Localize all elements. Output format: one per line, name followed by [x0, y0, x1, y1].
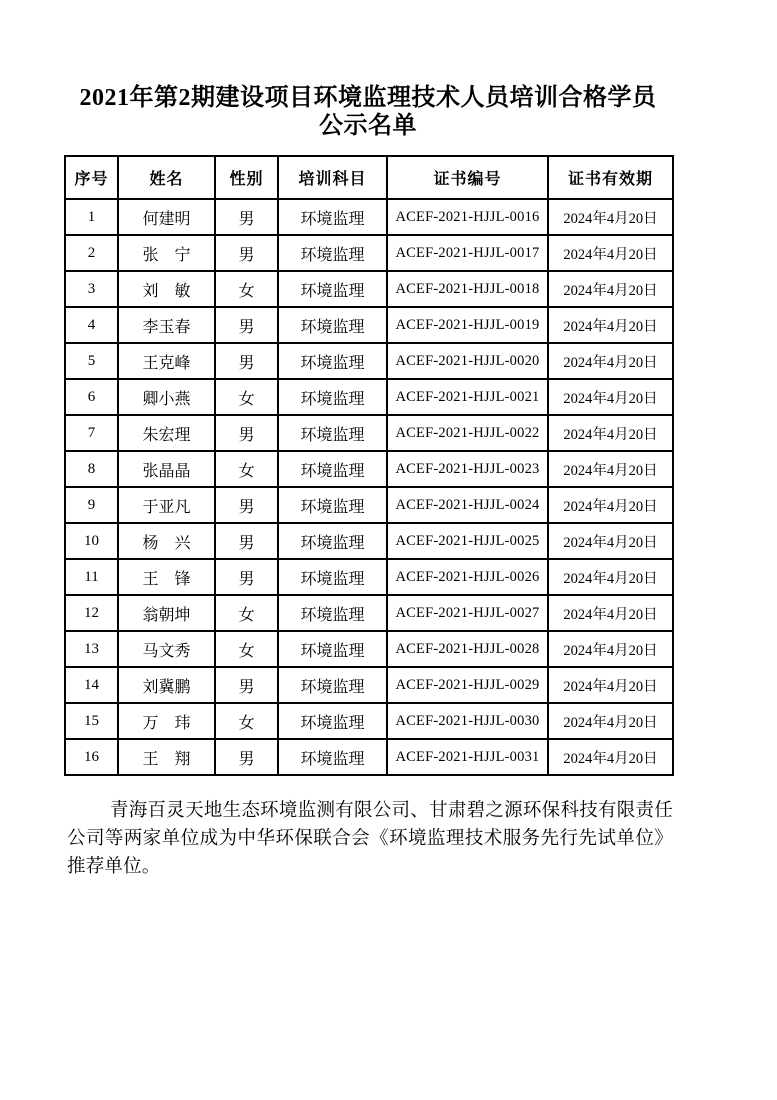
cell-gender: 男 [215, 307, 278, 343]
cell-no: 7 [65, 415, 118, 451]
table-row [65, 307, 673, 343]
table-row [65, 739, 673, 775]
cell-subject: 环境监理 [278, 703, 387, 739]
cell-valid-until: 2024年4月20日 [548, 559, 673, 595]
cell-valid-until: 2024年4月20日 [548, 415, 673, 451]
cell-cert-no: ACEF-2021-HJJL-0027 [387, 595, 548, 631]
trainee-roster-table [64, 155, 674, 776]
table-row [65, 703, 673, 739]
table-row [65, 487, 673, 523]
table-row [65, 271, 673, 307]
cell-no: 12 [65, 595, 118, 631]
page-title-line2: 公示名单 [319, 113, 417, 139]
cell-subject: 环境监理 [278, 379, 387, 415]
cell-valid-until: 2024年4月20日 [548, 631, 673, 667]
cell-gender: 男 [215, 487, 278, 523]
cell-gender: 男 [215, 739, 278, 775]
cell-subject: 环境监理 [278, 199, 387, 235]
table-row [65, 595, 673, 631]
cell-name: 王克峰 [118, 343, 215, 379]
page-title [64, 84, 672, 140]
cell-gender: 女 [215, 379, 278, 415]
cell-name: 王 锋 [118, 559, 215, 595]
cell-gender: 男 [215, 343, 278, 379]
cell-valid-until: 2024年4月20日 [548, 523, 673, 559]
cell-cert-no: ACEF-2021-HJJL-0024 [387, 487, 548, 523]
cell-gender: 男 [215, 523, 278, 559]
cell-no: 15 [65, 703, 118, 739]
table-row [65, 343, 673, 379]
header-valid-until: 证书有效期 [548, 156, 673, 199]
cell-gender: 男 [215, 559, 278, 595]
cell-valid-until: 2024年4月20日 [548, 667, 673, 703]
cell-no: 5 [65, 343, 118, 379]
cell-subject: 环境监理 [278, 667, 387, 703]
cell-cert-no: ACEF-2021-HJJL-0018 [387, 271, 548, 307]
header-cert-no: 证书编号 [387, 156, 548, 199]
cell-cert-no: ACEF-2021-HJJL-0021 [387, 379, 548, 415]
cell-valid-until: 2024年4月20日 [548, 271, 673, 307]
header-gender: 性别 [215, 156, 278, 199]
cell-gender: 女 [215, 703, 278, 739]
cell-gender: 男 [215, 415, 278, 451]
cell-name: 张晶晶 [118, 451, 215, 487]
table-row [65, 235, 673, 271]
table-row [65, 379, 673, 415]
cell-valid-until: 2024年4月20日 [548, 343, 673, 379]
cell-no: 8 [65, 451, 118, 487]
cell-cert-no: ACEF-2021-HJJL-0026 [387, 559, 548, 595]
cell-valid-until: 2024年4月20日 [548, 199, 673, 235]
cell-valid-until: 2024年4月20日 [548, 739, 673, 775]
cell-name: 王 翔 [118, 739, 215, 775]
cell-subject: 环境监理 [278, 523, 387, 559]
cell-subject: 环境监理 [278, 559, 387, 595]
cell-cert-no: ACEF-2021-HJJL-0030 [387, 703, 548, 739]
table-header [65, 156, 673, 199]
cell-no: 4 [65, 307, 118, 343]
cell-subject: 环境监理 [278, 451, 387, 487]
cell-name: 刘冀鹏 [118, 667, 215, 703]
cell-name: 刘 敏 [118, 271, 215, 307]
table-body [65, 199, 673, 775]
cell-no: 2 [65, 235, 118, 271]
cell-gender: 男 [215, 235, 278, 271]
cell-valid-until: 2024年4月20日 [548, 235, 673, 271]
footer-note-paragraph: 青海百灵天地生态环境监测有限公司、甘肃碧之源环保科技有限责任公司等两家单位成为中华环保联合会《环境监理技术服务先行先试单位》推荐单位。 [67, 801, 673, 877]
cell-subject: 环境监理 [278, 739, 387, 775]
cell-gender: 女 [215, 595, 278, 631]
cell-valid-until: 2024年4月20日 [548, 379, 673, 415]
cell-subject: 环境监理 [278, 487, 387, 523]
cell-gender: 男 [215, 199, 278, 235]
cell-gender: 男 [215, 667, 278, 703]
cell-subject: 环境监理 [278, 271, 387, 307]
cell-valid-until: 2024年4月20日 [548, 307, 673, 343]
cell-cert-no: ACEF-2021-HJJL-0017 [387, 235, 548, 271]
cell-name: 张 宁 [118, 235, 215, 271]
cell-name: 何建明 [118, 199, 215, 235]
header-name: 姓名 [118, 156, 215, 199]
cell-subject: 环境监理 [278, 307, 387, 343]
cell-name: 万 玮 [118, 703, 215, 739]
cell-name: 杨 兴 [118, 523, 215, 559]
page-title-line1: 2021年第2期建设项目环境监理技术人员培训合格学员 [79, 85, 657, 111]
header-no: 序号 [65, 156, 118, 199]
cell-cert-no: ACEF-2021-HJJL-0029 [387, 667, 548, 703]
cell-no: 13 [65, 631, 118, 667]
cell-name: 于亚凡 [118, 487, 215, 523]
cell-name: 卿小燕 [118, 379, 215, 415]
cell-no: 10 [65, 523, 118, 559]
cell-name: 朱宏理 [118, 415, 215, 451]
table-header-row [65, 156, 673, 199]
cell-cert-no: ACEF-2021-HJJL-0016 [387, 199, 548, 235]
cell-cert-no: ACEF-2021-HJJL-0019 [387, 307, 548, 343]
cell-subject: 环境监理 [278, 631, 387, 667]
cell-valid-until: 2024年4月20日 [548, 451, 673, 487]
cell-subject: 环境监理 [278, 415, 387, 451]
cell-no: 3 [65, 271, 118, 307]
cell-valid-until: 2024年4月20日 [548, 595, 673, 631]
cell-cert-no: ACEF-2021-HJJL-0025 [387, 523, 548, 559]
cell-cert-no: ACEF-2021-HJJL-0028 [387, 631, 548, 667]
cell-gender: 女 [215, 271, 278, 307]
cell-subject: 环境监理 [278, 595, 387, 631]
cell-name: 李玉春 [118, 307, 215, 343]
table-row [65, 199, 673, 235]
table-row [65, 631, 673, 667]
cell-subject: 环境监理 [278, 235, 387, 271]
cell-cert-no: ACEF-2021-HJJL-0022 [387, 415, 548, 451]
table-row [65, 523, 673, 559]
table-row [65, 451, 673, 487]
header-subject: 培训科目 [278, 156, 387, 199]
cell-cert-no: ACEF-2021-HJJL-0031 [387, 739, 548, 775]
cell-valid-until: 2024年4月20日 [548, 487, 673, 523]
cell-subject: 环境监理 [278, 343, 387, 379]
cell-name: 翁朝坤 [118, 595, 215, 631]
cell-no: 1 [65, 199, 118, 235]
table-row [65, 667, 673, 703]
cell-gender: 女 [215, 631, 278, 667]
cell-no: 16 [65, 739, 118, 775]
table-row [65, 559, 673, 595]
cell-no: 14 [65, 667, 118, 703]
cell-no: 9 [65, 487, 118, 523]
table-row [65, 415, 673, 451]
cell-gender: 女 [215, 451, 278, 487]
cell-cert-no: ACEF-2021-HJJL-0023 [387, 451, 548, 487]
cell-no: 11 [65, 559, 118, 595]
cell-no: 6 [65, 379, 118, 415]
cell-valid-until: 2024年4月20日 [548, 703, 673, 739]
cell-cert-no: ACEF-2021-HJJL-0020 [387, 343, 548, 379]
cell-name: 马文秀 [118, 631, 215, 667]
